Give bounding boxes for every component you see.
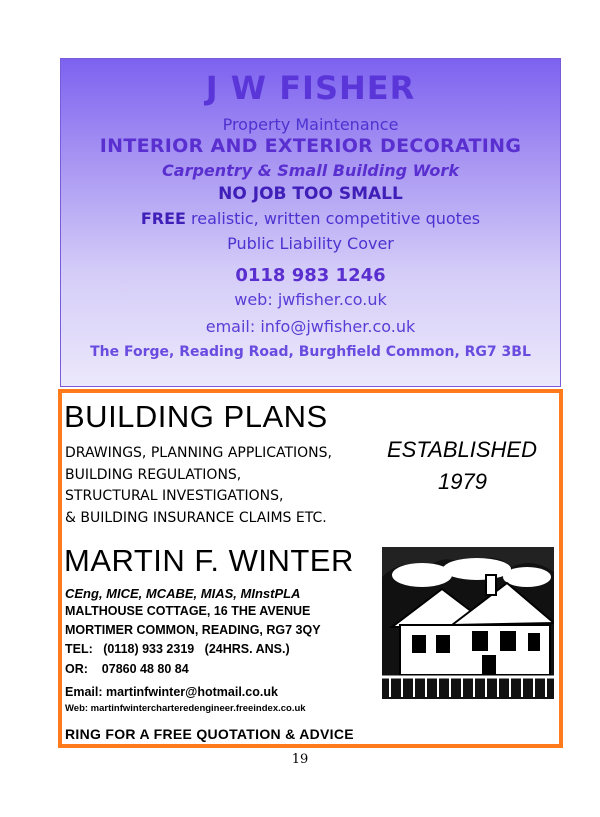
- advert-no-job-too-small: NO JOB TOO SMALL: [218, 184, 403, 204]
- house-illustration: [382, 547, 554, 699]
- building-plans-advert: [58, 389, 563, 748]
- established-label: ESTABLISHED: [387, 437, 537, 462]
- advert-carpentry: Carpentry & Small Building Work: [162, 161, 459, 180]
- free-quotes-text: realistic, written competitive quotes: [185, 209, 481, 228]
- telephone: TEL: (0118) 933 2319 (24HRS. ANS.): [65, 642, 290, 656]
- qualifications: CEng, MICE, MCABE, MIAS, MInstPLA: [65, 586, 301, 601]
- service-line: BUILDING REGULATIONS,: [65, 467, 242, 483]
- engineer-name: MARTIN F. WINTER: [64, 543, 354, 578]
- advert-free-quotes: [61, 209, 560, 228]
- advert-services: INTERIOR AND EXTERIOR DECORATING: [99, 135, 522, 157]
- established-year: 1979: [438, 469, 487, 494]
- advert-phone: 0118 983 1246: [235, 265, 386, 286]
- email-address: Email: martinfwinter@hotmail.co.uk: [65, 685, 278, 699]
- advert-subtitle: Property Maintenance: [222, 115, 399, 134]
- mobile-telephone: OR: 07860 48 80 84: [65, 662, 189, 676]
- advert-email: email: info@jwfisher.co.uk: [205, 317, 416, 336]
- building-plans-heading: BUILDING PLANS: [64, 399, 328, 434]
- page-number: 19: [291, 752, 309, 767]
- advert-address: The Forge, Reading Road, Burghfield Common, RG7 3BL: [90, 344, 531, 360]
- jw-fisher-advert: [60, 58, 561, 387]
- service-line: & BUILDING INSURANCE CLAIMS ETC.: [65, 510, 327, 526]
- address-line-2: MORTIMER COMMON, READING, RG7 3QY: [65, 623, 321, 637]
- advert-web: web: jwfisher.co.uk: [234, 290, 387, 309]
- call-to-action: RING FOR A FREE QUOTATION & ADVICE: [65, 726, 354, 742]
- service-line: STRUCTURAL INVESTIGATIONS,: [65, 488, 284, 504]
- service-line: DRAWINGS, PLANNING APPLICATIONS,: [65, 445, 332, 461]
- free-word: FREE: [140, 209, 186, 228]
- advert-liability: Public Liability Cover: [227, 234, 394, 253]
- website-address: Web: martinfwintercharteredengineer.freeindex.co.uk: [65, 703, 306, 714]
- address-line-1: MALTHOUSE COTTAGE, 16 THE AVENUE: [65, 604, 311, 618]
- advert-title: J W FISHER: [205, 69, 416, 107]
